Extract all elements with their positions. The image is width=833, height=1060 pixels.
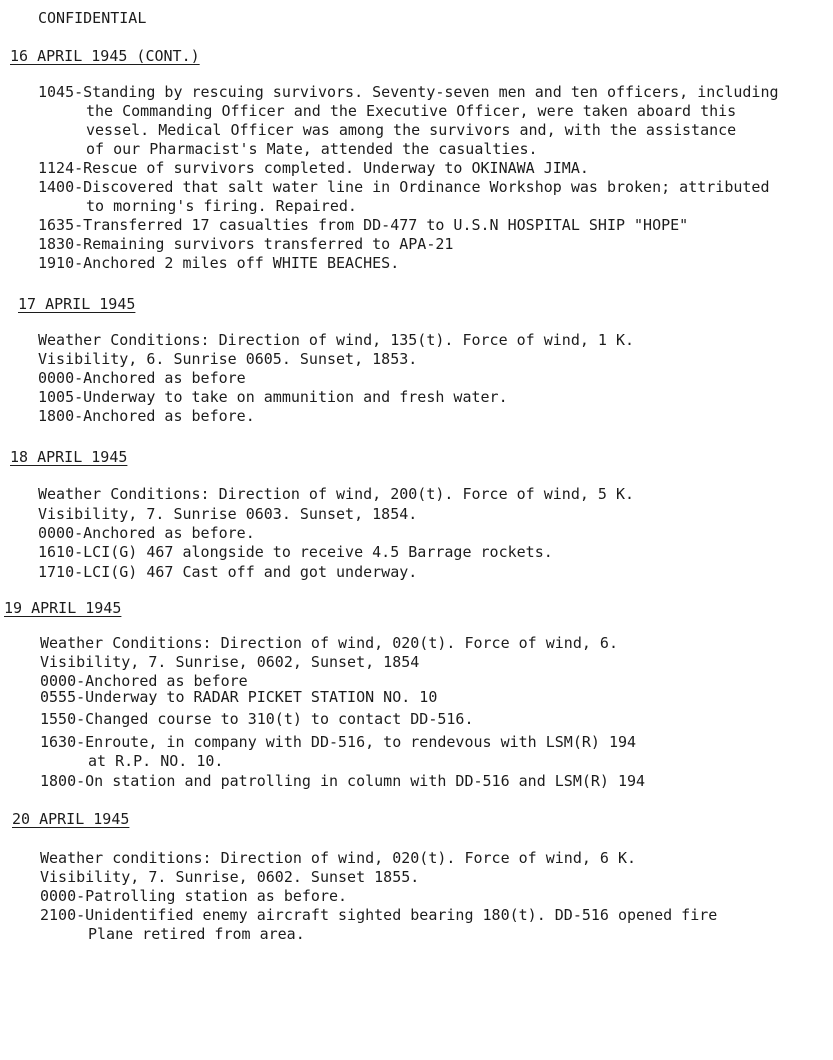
section-heading: 17 APRIL 1945 xyxy=(18,295,136,313)
classification-label: CONFIDENTIAL xyxy=(38,9,147,27)
log-entry: 0000-Patrolling station as before. xyxy=(40,887,348,905)
log-entry: 1800-On station and patrolling in column with DD-516 and LSM(R) 194 xyxy=(40,772,646,790)
log-entry: 1400-Discovered that salt water line in Ordinance Workshop was broken; attributed xyxy=(38,178,770,196)
log-entry: 1550-Changed course to 310(t) to contact DD-516. xyxy=(40,710,474,728)
section-heading: 18 APRIL 1945 xyxy=(10,448,128,466)
log-entry: Visibility, 7. Sunrise, 0602, Sunset, 1854 xyxy=(40,653,420,671)
log-entry-continuation: to morning's firing. Repaired. xyxy=(86,197,357,215)
section-heading: 16 APRIL 1945 (CONT.) xyxy=(10,47,200,65)
log-entry: 1124-Rescue of survivors completed. Underway to OKINAWA JIMA. xyxy=(38,159,589,177)
log-entry: Weather conditions: Direction of wind, 020(t). Force of wind, 6 K. xyxy=(40,849,637,867)
log-entry: 2100-Unidentified enemy aircraft sighted bearing 180(t). DD-516 opened fire xyxy=(40,906,718,924)
log-entry: Weather Conditions: Direction of wind, 135(t). Force of wind, 1 K. xyxy=(38,331,635,349)
log-entry: 1635-Transferred 17 casualties from DD-477 to U.S.N HOSPITAL SHIP "HOPE" xyxy=(38,216,689,234)
log-entry: 1710-LCI(G) 467 Cast off and got underway. xyxy=(38,563,418,581)
log-entry: Weather Conditions: Direction of wind, 200(t). Force of wind, 5 K. xyxy=(38,485,635,503)
log-entry-continuation: Plane retired from area. xyxy=(88,925,305,943)
log-entry-continuation: at R.P. NO. 10. xyxy=(88,752,224,770)
log-entry: 1610-LCI(G) 467 alongside to receive 4.5 Barrage rockets. xyxy=(38,543,553,561)
log-entry: 1800-Anchored as before. xyxy=(38,407,255,425)
log-entry-continuation: the Commanding Officer and the Executive Officer, were taken aboard this xyxy=(86,102,737,120)
archive-stamp xyxy=(312,1036,521,1045)
log-entry: 1045-Standing by rescuing survivors. Seventy-seven men and ten officers, including xyxy=(38,83,779,101)
log-entry: 0555-Underway to RADAR PICKET STATION NO. 10 xyxy=(40,688,438,706)
log-entry-continuation: of our Pharmacist's Mate, attended the casualties. xyxy=(86,140,538,158)
log-entry: 0000-Anchored as before. xyxy=(38,524,255,542)
section-heading: 20 APRIL 1945 xyxy=(12,810,130,828)
log-entry: 1630-Enroute, in company with DD-516, to rendevous with LSM(R) 194 xyxy=(40,733,637,751)
log-entry: 1830-Remaining survivors transferred to APA-21 xyxy=(38,235,454,253)
log-entry: 1005-Underway to take on ammunition and fresh water. xyxy=(38,388,508,406)
log-entry-continuation: vessel. Medical Officer was among the survivors and, with the assistance xyxy=(86,121,737,139)
log-entry: Visibility, 6. Sunrise 0605. Sunset, 1853. xyxy=(38,350,418,368)
log-entry: Visibility, 7. Sunrise, 0602. Sunset 1855. xyxy=(40,868,420,886)
log-entry: 0000-Anchored as before xyxy=(38,369,246,387)
section-heading: 19 APRIL 1945 xyxy=(4,599,122,617)
log-entry: 0000-Anchored as before xyxy=(40,672,248,690)
log-entry: 1910-Anchored 2 miles off WHITE BEACHES. xyxy=(38,254,400,272)
log-entry: Visibility, 7. Sunrise 0603. Sunset, 1854. xyxy=(38,505,418,523)
log-entry: Weather Conditions: Direction of wind, 020(t). Force of wind, 6. xyxy=(40,634,618,652)
